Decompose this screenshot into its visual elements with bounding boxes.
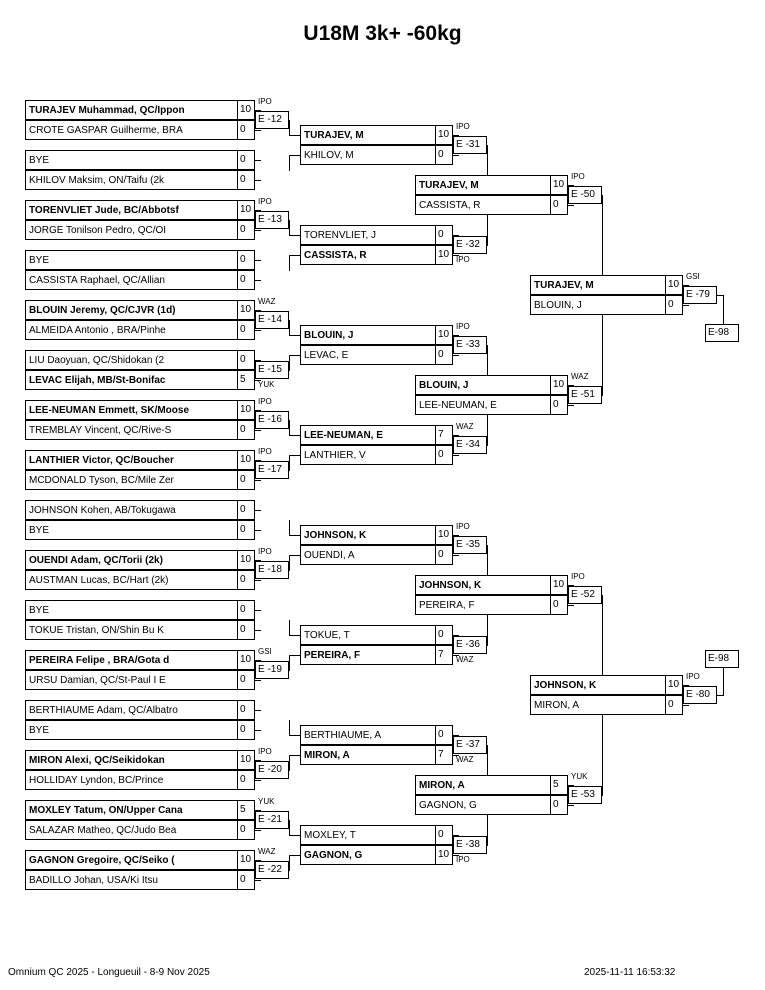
competitor-score: 10	[237, 301, 254, 319]
bracket-line	[289, 320, 290, 336]
score-type-label: WAZ	[456, 422, 474, 431]
match-number[interactable]: E -80	[683, 686, 717, 704]
competitor-name: BLOUIN, J	[304, 330, 354, 341]
round3-competitor[interactable]	[415, 375, 568, 395]
match-number[interactable]: E -37	[453, 736, 487, 754]
bracket-line	[255, 880, 261, 881]
bracket-line	[255, 130, 261, 131]
round1-competitor[interactable]	[25, 420, 255, 440]
competitor-score: 0	[237, 251, 254, 269]
competitor-name: LEVAC, E	[304, 350, 349, 361]
competitor-name: LEVAC Elijah, MB/St-Bonifac	[29, 375, 166, 386]
round3-competitor[interactable]	[415, 795, 568, 815]
score-type-label: GSI	[686, 272, 700, 281]
round2-competitor[interactable]	[300, 825, 453, 845]
score-type-label: IPO	[571, 572, 585, 581]
competitor-name: CASSISTA Raphael, QC/Allian	[29, 275, 165, 286]
bracket-line	[568, 405, 574, 406]
competitor-name: MOXLEY Tatum, ON/Upper Cana	[29, 805, 183, 816]
round3-competitor[interactable]	[415, 175, 568, 195]
bracket-line	[453, 455, 459, 456]
match-number[interactable]: E -32	[453, 236, 487, 254]
bracket-line	[568, 805, 574, 806]
competitor-name: LANTHIER Victor, QC/Boucher	[29, 455, 174, 466]
bracket-line	[289, 520, 290, 536]
bracket-line	[289, 555, 290, 571]
round4-competitor[interactable]	[530, 675, 683, 695]
match-number[interactable]: E -31	[453, 136, 487, 154]
score-type-label: IPO	[258, 447, 272, 456]
competitor-score: 0	[435, 226, 452, 244]
competitor-name: TURAJEV Muhammad, QC/Ippon	[29, 105, 185, 116]
match-number[interactable]: E -50	[568, 186, 602, 204]
round1-competitor[interactable]	[25, 570, 255, 590]
match-number[interactable]: E -51	[568, 386, 602, 404]
competitor-name: TREMBLAY Vincent, QC/Rive-S	[29, 425, 172, 436]
competitor-score: 0	[435, 726, 452, 744]
match-number[interactable]: E -21	[255, 811, 289, 829]
competitor-name: TOKUE, T	[304, 630, 350, 641]
score-type-label: IPO	[456, 122, 470, 131]
round1-competitor[interactable]	[25, 220, 255, 240]
round1-competitor[interactable]	[25, 650, 255, 670]
competitor-name: TURAJEV, M	[304, 130, 364, 141]
round3-competitor[interactable]	[415, 595, 568, 615]
competitor-name: BERTHIAUME Adam, QC/Albatro	[29, 705, 178, 716]
score-type-label: IPO	[456, 255, 470, 264]
score-type-label: IPO	[258, 97, 272, 106]
competitor-name: GAGNON, G	[419, 800, 477, 811]
competitor-score: 10	[435, 526, 452, 544]
competitor-score: 0	[435, 446, 452, 464]
score-type-label: WAZ	[258, 297, 276, 306]
footer-event: Omnium QC 2025 - Longueuil - 8-9 Nov 2025	[8, 967, 210, 978]
round1-competitor[interactable]	[25, 670, 255, 690]
score-type-label: YUK	[571, 772, 588, 781]
bracket-line	[568, 205, 574, 206]
competitor-name: BLOUIN Jeremy, QC/CJVR (1d)	[29, 305, 176, 316]
competitor-name: PEREIRA, F	[304, 650, 361, 661]
bracket-line	[255, 230, 261, 231]
round2-competitor[interactable]	[300, 745, 453, 765]
competitor-name: KHILOV Maksim, ON/Taifu (2k	[29, 175, 165, 186]
bracket-line	[289, 620, 290, 636]
competitor-name: LIU Daoyuan, QC/Shidokan (2	[29, 355, 165, 366]
round3-competitor[interactable]	[415, 775, 568, 795]
competitor-score: 0	[550, 796, 567, 814]
competitor-score: 10	[237, 201, 254, 219]
bracket-line	[255, 630, 261, 631]
final-match-ref-top[interactable]: E-98	[705, 324, 739, 342]
match-number[interactable]: E -36	[453, 636, 487, 654]
bracket-line	[289, 420, 290, 436]
competitor-score: 5	[237, 801, 254, 819]
bracket-line	[602, 305, 603, 396]
bracket-line	[289, 120, 290, 136]
round3-competitor[interactable]	[415, 195, 568, 215]
competitor-score: 7	[435, 646, 452, 664]
score-type-label: YUK	[258, 380, 275, 389]
round1-competitor[interactable]	[25, 250, 255, 270]
competitor-name: BYE	[29, 725, 50, 736]
match-number[interactable]: E -17	[255, 461, 289, 479]
competitor-name: TURAJEV, M	[419, 180, 479, 191]
competitor-score: 0	[237, 321, 254, 339]
bracket-line	[289, 720, 290, 736]
bracket-line	[683, 705, 689, 706]
bracket-line	[255, 160, 261, 161]
competitor-name: MOXLEY, T	[304, 830, 356, 841]
competitor-score: 0	[237, 821, 254, 839]
bracket-line	[602, 705, 603, 796]
round1-competitor[interactable]	[25, 870, 255, 890]
match-number[interactable]: E -33	[453, 336, 487, 354]
competitor-name: AUSTMAN Lucas, BC/Hart (2k)	[29, 575, 169, 586]
score-type-label: WAZ	[571, 372, 589, 381]
competitor-score: 0	[237, 271, 254, 289]
competitor-name: HOLLIDAY Lyndon, BC/Prince	[29, 775, 164, 786]
bracket-line	[255, 280, 261, 281]
competitor-name: GAGNON, G	[304, 850, 363, 861]
bracket-line	[255, 330, 261, 331]
match-number[interactable]: E -15	[255, 361, 289, 379]
bracket-line	[255, 480, 261, 481]
round2-competitor[interactable]	[300, 625, 453, 645]
competitor-name: MIRON Alexi, QC/Seikidokan	[29, 755, 165, 766]
competitor-name: JOHNSON, K	[534, 680, 597, 691]
score-type-label: IPO	[456, 322, 470, 331]
match-number[interactable]: E -18	[255, 561, 289, 579]
round1-competitor[interactable]	[25, 170, 255, 190]
competitor-name: LEE-NEUMAN, E	[419, 400, 497, 411]
competitor-score: 5	[237, 371, 254, 389]
bracket-line	[289, 155, 290, 171]
round1-competitor[interactable]	[25, 700, 255, 720]
competitor-name: BLOUIN, J	[419, 380, 469, 391]
competitor-score: 10	[237, 851, 254, 869]
match-number[interactable]: E -14	[255, 311, 289, 329]
bracket-line	[255, 830, 261, 831]
competitor-name: BYE	[29, 605, 50, 616]
round2-competitor[interactable]	[300, 125, 453, 145]
competitor-name: PEREIRA Felipe , BRA/Gota d	[29, 655, 170, 666]
round4-competitor[interactable]	[530, 695, 683, 715]
competitor-score: 10	[237, 101, 254, 119]
round2-competitor[interactable]	[300, 145, 453, 165]
competitor-name: CASSISTA, R	[419, 200, 481, 211]
round1-competitor[interactable]	[25, 100, 255, 120]
match-number[interactable]: E -19	[255, 661, 289, 679]
match-number[interactable]: E -34	[453, 436, 487, 454]
competitor-score: 0	[237, 671, 254, 689]
competitor-name: BYE	[29, 525, 50, 536]
bracket-line	[289, 755, 290, 771]
round1-competitor[interactable]	[25, 800, 255, 820]
round2-competitor[interactable]	[300, 245, 453, 265]
competitor-score: 0	[550, 596, 567, 614]
bracket-line	[723, 668, 724, 696]
competitor-score: 7	[435, 746, 452, 764]
match-number[interactable]: E -13	[255, 211, 289, 229]
score-type-label: IPO	[686, 672, 700, 681]
round1-competitor[interactable]	[25, 770, 255, 790]
competitor-score: 0	[237, 701, 254, 719]
round1-competitor[interactable]	[25, 450, 255, 470]
match-number[interactable]: E -52	[568, 586, 602, 604]
competitor-score: 0	[237, 471, 254, 489]
competitor-score: 10	[237, 751, 254, 769]
score-type-label: IPO	[456, 522, 470, 531]
competitor-name: MIRON, A	[419, 780, 465, 791]
competitor-name: MIRON, A	[534, 700, 580, 711]
bracket-line	[255, 430, 261, 431]
competitor-name: CROTE GASPAR Guilherme, BRA	[29, 125, 183, 136]
bracket-line	[255, 260, 261, 261]
competitor-score: 0	[665, 696, 682, 714]
competitor-score: 5	[550, 776, 567, 794]
round4-competitor[interactable]	[530, 295, 683, 315]
score-type-label: GSI	[258, 647, 272, 656]
competitor-score: 0	[237, 621, 254, 639]
round4-competitor[interactable]	[530, 275, 683, 295]
competitor-name: BYE	[29, 155, 50, 166]
match-number[interactable]: E -53	[568, 786, 602, 804]
competitor-name: LANTHIER, V	[304, 450, 366, 461]
match-number[interactable]: E -35	[453, 536, 487, 554]
bracket-line	[255, 510, 261, 511]
round1-competitor[interactable]	[25, 750, 255, 770]
round1-competitor[interactable]	[25, 270, 255, 290]
competitor-score: 10	[435, 126, 452, 144]
bracket-line	[289, 655, 290, 671]
competitor-score: 10	[550, 176, 567, 194]
score-type-label: WAZ	[456, 755, 474, 764]
round1-competitor[interactable]	[25, 150, 255, 170]
competitor-score: 0	[435, 146, 452, 164]
round1-competitor[interactable]	[25, 470, 255, 490]
bracket-line	[289, 455, 290, 471]
competitor-name: MCDONALD Tyson, BC/Mile Zer	[29, 475, 174, 486]
round1-competitor[interactable]	[25, 200, 255, 220]
round2-competitor[interactable]	[300, 725, 453, 745]
competitor-score: 0	[435, 826, 452, 844]
competitor-score: 0	[237, 601, 254, 619]
competitor-score: 10	[237, 551, 254, 569]
round2-competitor[interactable]	[300, 345, 453, 365]
competitor-name: TOKUE Tristan, ON/Shin Bu K	[29, 625, 164, 636]
competitor-name: MIRON, A	[304, 750, 350, 761]
score-type-label: IPO	[258, 197, 272, 206]
round1-competitor[interactable]	[25, 350, 255, 370]
competitor-name: ALMEIDA Antonio , BRA/Pinhe	[29, 325, 166, 336]
bracket-line	[255, 180, 261, 181]
competitor-score: 10	[665, 676, 682, 694]
competitor-score: 0	[237, 521, 254, 539]
competitor-name: OUENDI Adam, QC/Torii (2k)	[29, 555, 163, 566]
competitor-name: BYE	[29, 255, 50, 266]
round1-competitor[interactable]	[25, 500, 255, 520]
bracket-line	[683, 305, 689, 306]
competitor-name: TORENVLIET, J	[304, 230, 377, 241]
round3-competitor[interactable]	[415, 575, 568, 595]
round1-competitor[interactable]	[25, 600, 255, 620]
competitor-name: JOHNSON, K	[419, 580, 482, 591]
competitor-score: 10	[435, 246, 452, 264]
bracket-line	[602, 195, 603, 286]
competitor-score: 10	[665, 276, 682, 294]
bracket-line	[289, 820, 290, 836]
competitor-score: 0	[237, 171, 254, 189]
competitor-name: JOHNSON Kohen, AB/Tokugawa	[29, 505, 176, 516]
competitor-score: 0	[237, 121, 254, 139]
competitor-name: BLOUIN, J	[534, 300, 582, 311]
round2-competitor[interactable]	[300, 525, 453, 545]
round2-competitor[interactable]	[300, 425, 453, 445]
competitor-name: TORENVLIET Jude, BC/Abbotsf	[29, 205, 179, 216]
score-type-label: IPO	[258, 547, 272, 556]
round2-competitor[interactable]	[300, 445, 453, 465]
round1-competitor[interactable]	[25, 620, 255, 640]
competitor-score: 10	[435, 846, 452, 864]
match-number[interactable]: E -22	[255, 861, 289, 879]
competitor-score: 10	[237, 401, 254, 419]
competitor-score: 0	[435, 626, 452, 644]
bracket-line	[289, 255, 290, 271]
bracket-line	[255, 610, 261, 611]
competitor-name: LEE-NEUMAN, E	[304, 430, 383, 441]
competitor-name: GAGNON Gregoire, QC/Seiko (	[29, 855, 175, 866]
bracket-line	[723, 295, 724, 325]
competitor-score: 0	[550, 196, 567, 214]
competitor-name: PEREIRA, F	[419, 600, 475, 611]
competitor-name: JORGE Tonilson Pedro, QC/OI	[29, 225, 167, 236]
competitor-score: 0	[435, 346, 452, 364]
score-type-label: IPO	[456, 855, 470, 864]
round2-competitor[interactable]	[300, 545, 453, 565]
competitor-name: SALAZAR Matheo, QC/Judo Bea	[29, 825, 177, 836]
competitor-score: 0	[550, 396, 567, 414]
round1-competitor[interactable]	[25, 820, 255, 840]
competitor-score: 10	[237, 651, 254, 669]
match-number[interactable]: E -12	[255, 111, 289, 129]
round1-competitor[interactable]	[25, 520, 255, 540]
competitor-score: 10	[550, 376, 567, 394]
bracket-line	[255, 580, 261, 581]
score-type-label: IPO	[258, 747, 272, 756]
round1-competitor[interactable]	[25, 320, 255, 340]
bracket-line	[453, 555, 459, 556]
competitor-score: 0	[665, 296, 682, 314]
competitor-name: TURAJEV, M	[534, 280, 594, 291]
competitor-score: 0	[435, 546, 452, 564]
competitor-score: 7	[435, 426, 452, 444]
bracket-line	[255, 680, 261, 681]
competitor-name: URSU Damian, QC/St-Paul I E	[29, 675, 166, 686]
competitor-score: 0	[237, 771, 254, 789]
bracket-line	[453, 155, 459, 156]
competitor-score: 10	[435, 326, 452, 344]
competitor-score: 10	[237, 451, 254, 469]
competitor-score: 0	[237, 421, 254, 439]
page-title: U18M 3k+ -60kg	[303, 22, 462, 45]
competitor-score: 0	[237, 151, 254, 169]
competitor-score: 0	[237, 871, 254, 889]
score-type-label: WAZ	[456, 655, 474, 664]
score-type-label: IPO	[258, 397, 272, 406]
match-number[interactable]: E -20	[255, 761, 289, 779]
competitor-name: BADILLO Johan, USA/Ki Itsu	[29, 875, 158, 886]
round2-competitor[interactable]	[300, 325, 453, 345]
bracket-line	[289, 220, 290, 236]
score-type-label: WAZ	[258, 847, 276, 856]
score-type-label: YUK	[258, 797, 275, 806]
competitor-score: 0	[237, 501, 254, 519]
competitor-name: KHILOV, M	[304, 150, 354, 161]
competitor-name: JOHNSON, K	[304, 530, 367, 541]
bracket-line	[255, 710, 261, 711]
round2-competitor[interactable]	[300, 845, 453, 865]
round1-competitor[interactable]	[25, 300, 255, 320]
competitor-score: 0	[237, 571, 254, 589]
round1-competitor[interactable]	[25, 370, 255, 390]
round1-competitor[interactable]	[25, 120, 255, 140]
bracket-line	[289, 855, 290, 871]
match-number[interactable]: E -16	[255, 411, 289, 429]
round1-competitor[interactable]	[25, 550, 255, 570]
footer-timestamp: 2025-11-11 16:53:32	[584, 967, 676, 978]
round3-competitor[interactable]	[415, 395, 568, 415]
bracket-line	[453, 355, 459, 356]
round2-competitor[interactable]	[300, 645, 453, 665]
match-number[interactable]: E -38	[453, 836, 487, 854]
competitor-name: LEE-NEUMAN Emmett, SK/Moose	[29, 405, 190, 416]
bracket-line	[255, 780, 261, 781]
competitor-score: 10	[550, 576, 567, 594]
bracket-line	[568, 605, 574, 606]
round1-competitor[interactable]	[25, 400, 255, 420]
competitor-score: 0	[237, 351, 254, 369]
bracket-line	[255, 730, 261, 731]
competitor-name: CASSISTA, R	[304, 250, 367, 261]
score-type-label: IPO	[571, 172, 585, 181]
competitor-name: OUENDI, A	[304, 550, 355, 561]
round1-competitor[interactable]	[25, 850, 255, 870]
bracket-line	[289, 355, 290, 371]
competitor-score: 0	[237, 721, 254, 739]
round1-competitor[interactable]	[25, 720, 255, 740]
match-number[interactable]: E -79	[683, 286, 717, 304]
competitor-score: 0	[237, 221, 254, 239]
round2-competitor[interactable]	[300, 225, 453, 245]
bracket-line	[255, 530, 261, 531]
bracket-line	[602, 595, 603, 686]
final-match-ref-bottom[interactable]: E-98	[705, 650, 739, 668]
competitor-name: BERTHIAUME, A	[304, 730, 382, 741]
